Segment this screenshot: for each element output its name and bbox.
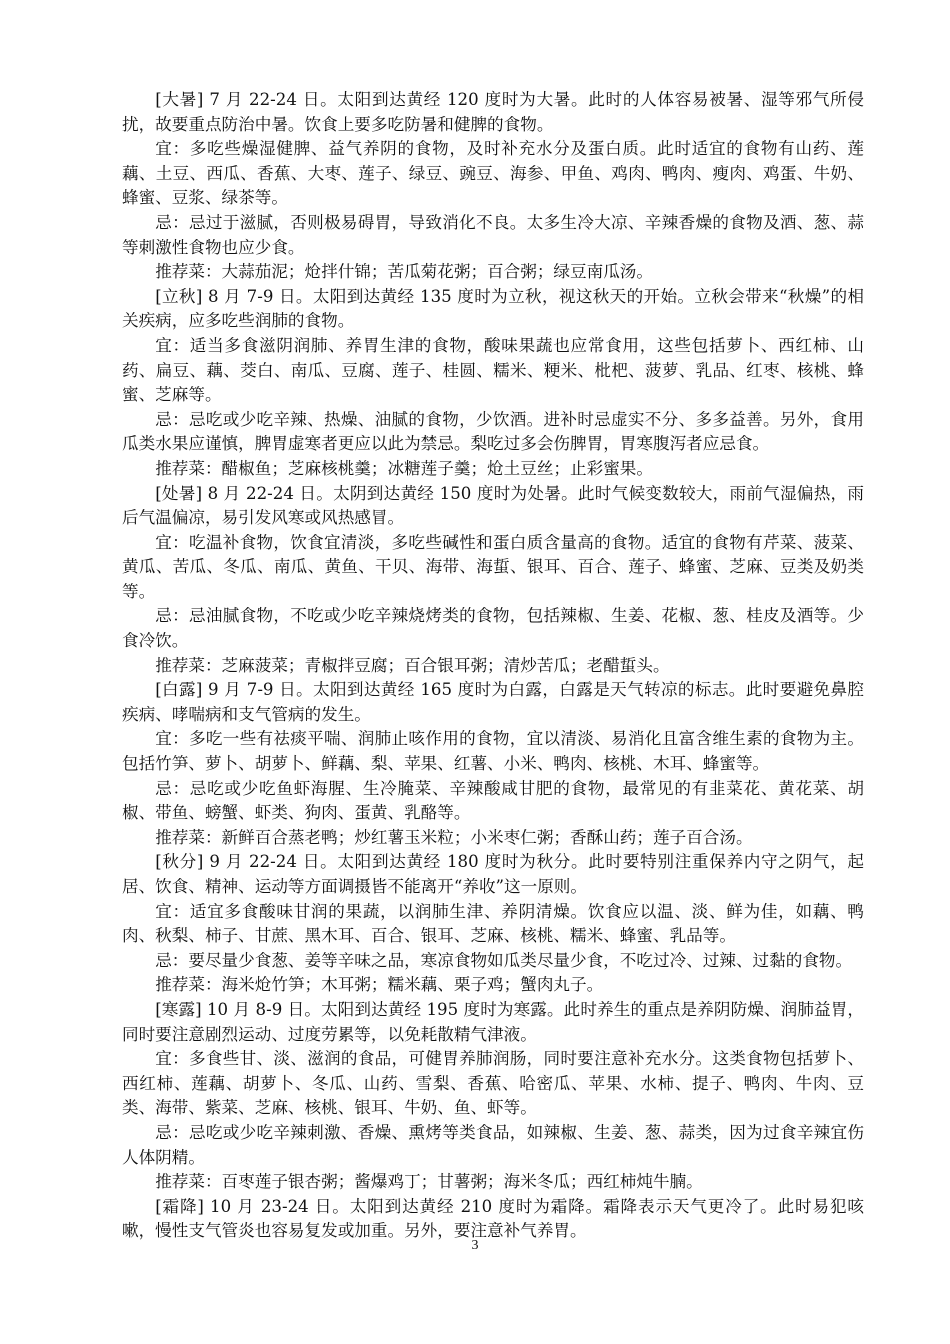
paragraph-liqiu-recommend: 推荐菜：醋椒鱼；芝麻核桃羹；冰糖莲子羹；炝土豆丝；止彩蜜果。 — [155, 458, 653, 478]
paragraph-qiufen-yi: 宜：适宜多食酸味甘润的果蔬，以润肺生津、养阴清燥。饮食应以温、淡、鲜为佳，如藕、鸭肉、秋梨、柿子、甘蔗、黑木耳、百合、银耳、芝麻、核桃、糯米、蜂蜜、乳品等。 — [122, 901, 864, 946]
paragraph-hanlu-yi: 宜：多食些甘、淡、滋润的食品，可健胃养肺润肠，同时要注意补充水分。这类食物包括萝卜、西红柿、莲藕、胡萝卜、冬瓜、山药、雪梨、香蕉、哈密瓜、苹果、水柿、提子、鸭肉、牛肉、豆类、海带、紫菜、芝麻、核桃、银耳、牛奶、鱼、虾等。 — [122, 1049, 864, 1118]
page-number: 3 — [471, 1238, 479, 1253]
paragraph-hanlu-intro: [寒露] 10 月 8-9 日。太阳到达黄经 195 度时为寒露。此时养生的重点是养阴防燥、润肺益胃，同时要注意剧烈运动、过度劳累等，以免耗散精气津液。 — [122, 999, 864, 1044]
paragraph-chushu-intro: [处暑] 8 月 22-24 日。太阴到达黄经 150 度时为处暑。此时气候变数较大，雨前气湿偏热，雨后气温偏凉，易引发风寒或风热感冒。 — [122, 483, 864, 528]
paragraph-liqiu-ji: 忌：忌吃或少吃辛辣、热燥、油腻的食物，少饮酒。进补时忌虚实不分、多多益善。另外，食用瓜类水果应谨慎，脾胃虚寒者更应以此为禁忌。梨吃过多会伤脾胃，胃寒腹泻者应忌食。 — [122, 409, 864, 454]
paragraph-chushu-yi: 宜：吃温补食物，饮食宜清淡，多吃些碱性和蛋白质含量高的食物。适宜的食物有芹菜、菠菜、黄瓜、苦瓜、冬瓜、南瓜、黄鱼、干贝、海带、海蜇、银耳、百合、莲子、蜂蜜、芝麻、豆类及奶类等。 — [122, 532, 864, 601]
page-body — [122, 88, 864, 1244]
paragraph-bailu-yi: 宜：多吃一些有祛痰平喘、润肺止咳作用的食物，宜以清淡、易消化且富含维生素的食物为主。包括竹笋、萝卜、胡萝卜、鲜藕、梨、苹果、红薯、小米、鸭肉、核桃、木耳、蜂蜜等。 — [122, 729, 864, 774]
paragraph-hanlu-recommend: 推荐菜：百枣莲子银杏粥；酱爆鸡丁；甘薯粥；海米冬瓜；西红柿炖牛腩。 — [155, 1172, 703, 1192]
paragraph-chushu-ji: 忌：忌油腻食物，不吃或少吃辛辣烧烤类的食物，包括辣椒、生姜、花椒、葱、桂皮及酒等。少食冷饮。 — [122, 606, 864, 651]
paragraph-bailu-intro: [白露] 9 月 7-9 日。太阳到达黄经 165 度时为白露，白露是天气转凉的标志。此时要避免鼻腔疾病、哮喘病和支气管病的发生。 — [122, 680, 864, 724]
paragraph-shuangjiang-intro: [霜降] 10 月 23-24 日。太阳到达黄经 210 度时为霜降。霜降表示天气更冷了。此时易犯咳嗽，慢性支气管炎也容易复发或加重。另外，要注意补气养胃。 — [122, 1196, 864, 1241]
paragraph-dashu-intro: [大暑] 7 月 22-24 日。太阳到达黄经 120 度时为大暑。此时的人体容易被暑、湿等邪气所侵扰，故要重点防治中暑。饮食上要多吃防暑和健脾的食物。 — [122, 90, 864, 134]
paragraph-dashu-yi: 宜：多吃些燥湿健脾、益气养阴的食物，及时补充水分及蛋白质。此时适宜的食物有山药、莲藕、土豆、西瓜、香蕉、大枣、莲子、绿豆、豌豆、海参、甲鱼、鸡肉、鸭肉、瘦肉、鸡蛋、牛奶、蜂蜜、豆浆、绿茶等。 — [122, 139, 864, 208]
paragraph-qiufen-recommend: 推荐菜：海米炝竹笋；木耳粥；糯米藕、栗子鸡；蟹肉丸子。 — [155, 975, 604, 995]
paragraph-qiufen-ji: 忌：要尽量少食葱、姜等辛味之品，寒凉食物如瓜类尽量少食，不吃过冷、过辣、过黏的食物。 — [155, 950, 853, 970]
paragraph-qiufen-intro: [秋分] 9 月 22-24 日。太阳到达黄经 180 度时为秋分。此时要特别注重保养内守之阴气，起居、饮食、精神、运动等方面调摄皆不能离开“养收”这一原则。 — [122, 852, 864, 896]
paragraph-bailu-ji: 忌：忌吃或少吃鱼虾海腥、生冷腌菜、辛辣酸咸甘肥的食物，最常见的有韭菜花、黄花菜、胡椒、带鱼、螃蟹、虾类、狗肉、蛋黄、乳酪等。 — [122, 778, 864, 823]
paragraph-liqiu-yi: 宜：适当多食滋阴润肺、养胃生津的食物，酸味果蔬也应常食用，这些包括萝卜、西红柿、山药、扁豆、藕、茭白、南瓜、豆腐、莲子、桂圆、糯米、粳米、枇杷、菠萝、乳品、红枣、核桃、蜂蜜、芝麻等。 — [122, 335, 864, 405]
paragraph-liqiu-intro: [立秋] 8 月 7-9 日。太阳到达黄经 135 度时为立秋，视这秋天的开始。立秋会带来“秋燥”的相关疾病，应多吃些润肺的食物。 — [122, 286, 864, 331]
paragraph-hanlu-ji: 忌：忌吃或少吃辛辣刺激、香燥、熏烤等类食品，如辣椒、生姜、葱、蒜类，因为过食辛辣宜伤人体阴精。 — [122, 1122, 864, 1167]
paragraph-bailu-recommend: 推荐菜：新鲜百合蒸老鸭；炒红薯玉米粒；小米枣仁粥；香酥山药；莲子百合汤。 — [155, 827, 753, 847]
paragraph-dashu-ji: 忌：忌过于滋腻，否则极易碍胃，导致消化不良。太多生冷大凉、辛辣香燥的食物及酒、葱、蒜等刺激性食物也应少食。 — [122, 212, 864, 257]
paragraph-chushu-recommend: 推荐菜：芝麻菠菜；青椒拌豆腐；百合银耳粥；清炒苦瓜；老醋蜇头。 — [155, 655, 670, 675]
paragraph-dashu-recommend: 推荐菜：大蒜茄泥；炝拌什锦；苦瓜菊花粥；百合粥；绿豆南瓜汤。 — [155, 262, 653, 282]
